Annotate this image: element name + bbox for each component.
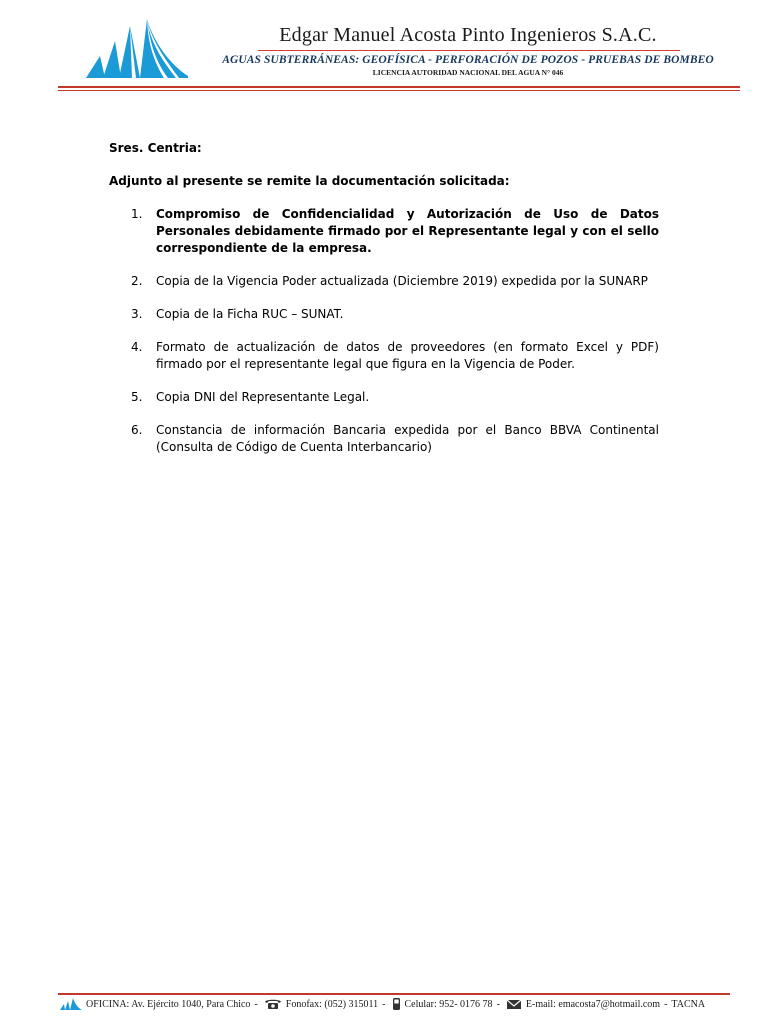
list-item-text: Formato de actualización de datos de proveedores (en formato Excel y PDF) firmado por el representante legal que figura en la Vigencia de Poder. <box>156 340 659 371</box>
company-name: Edgar Manuel Acosta Pinto Ingenieros S.A.C. <box>279 24 657 46</box>
footer-separator: - <box>382 998 386 1010</box>
list-item <box>109 306 659 323</box>
footer-separator: - <box>496 998 500 1010</box>
company-subtitle: AGUAS SUBTERRÁNEAS: GEOFÍSICA - PERFORACIÓN DE POZOS - PRUEBAS DE BOMBEO <box>222 54 714 66</box>
list-item-text: Copia de la Vigencia Poder actualizada (Diciembre 2019) expedida por la SUNARP <box>156 274 648 288</box>
list-item-text: Copia de la Ficha RUC – SUNAT. <box>156 307 344 321</box>
footer-office: OFICINA: Av. Ejército 1040, Para Chico <box>86 998 251 1010</box>
header-divider-thin <box>58 90 740 91</box>
list-item-text: Compromiso de Confidencialidad y Autorización de Uso de Datos Personales debidamente firmado por el Representante legal y con el sello correspondiente de la empresa. <box>156 207 659 255</box>
list-item <box>109 422 659 456</box>
telephone-icon <box>264 998 282 1010</box>
list-item-number: 3. <box>131 307 143 321</box>
list-item <box>109 339 659 373</box>
license-text: LICENCIA AUTORIDAD NACIONAL DEL AGUA N° 046 <box>372 68 564 77</box>
list-item-number: 6. <box>131 423 143 437</box>
title-underline <box>258 50 680 51</box>
cellphone-icon <box>392 997 401 1011</box>
footer-email: E-mail: emacosta7@hotmail.com <box>525 998 661 1010</box>
footer <box>58 996 738 1012</box>
list-item-number: 2. <box>131 274 143 288</box>
list-item-number: 1. <box>131 207 143 221</box>
intro-paragraph: Adjunto al presente se remite la documentación solicitada: <box>109 174 510 188</box>
list-item-text: Constancia de información Bancaria expedida por el Banco BBVA Continental (Consulta de Código de Cuenta Interbancario) <box>156 423 659 454</box>
water-peaks-logo-icon <box>60 998 82 1010</box>
list-item-number: 5. <box>131 390 143 404</box>
footer-separator: - <box>664 998 668 1010</box>
list-item <box>109 389 659 406</box>
list-item <box>109 206 659 257</box>
company-logo-icon <box>84 14 190 80</box>
salutation: Sres. Centria: <box>109 141 202 155</box>
footer-city: TACNA <box>671 998 706 1010</box>
document-list <box>109 206 659 456</box>
envelope-icon <box>506 998 522 1010</box>
list-item-number: 4. <box>131 340 143 354</box>
list-item <box>109 273 659 290</box>
footer-divider <box>58 993 730 995</box>
footer-phone: Fonofax: (052) 315011 <box>285 998 379 1010</box>
footer-cell: Celular: 952- 0176 78 <box>404 998 493 1010</box>
letter-body <box>109 140 659 472</box>
header-divider <box>58 86 740 88</box>
footer-separator: - <box>254 998 258 1010</box>
list-item-text: Copia DNI del Representante Legal. <box>156 390 370 404</box>
